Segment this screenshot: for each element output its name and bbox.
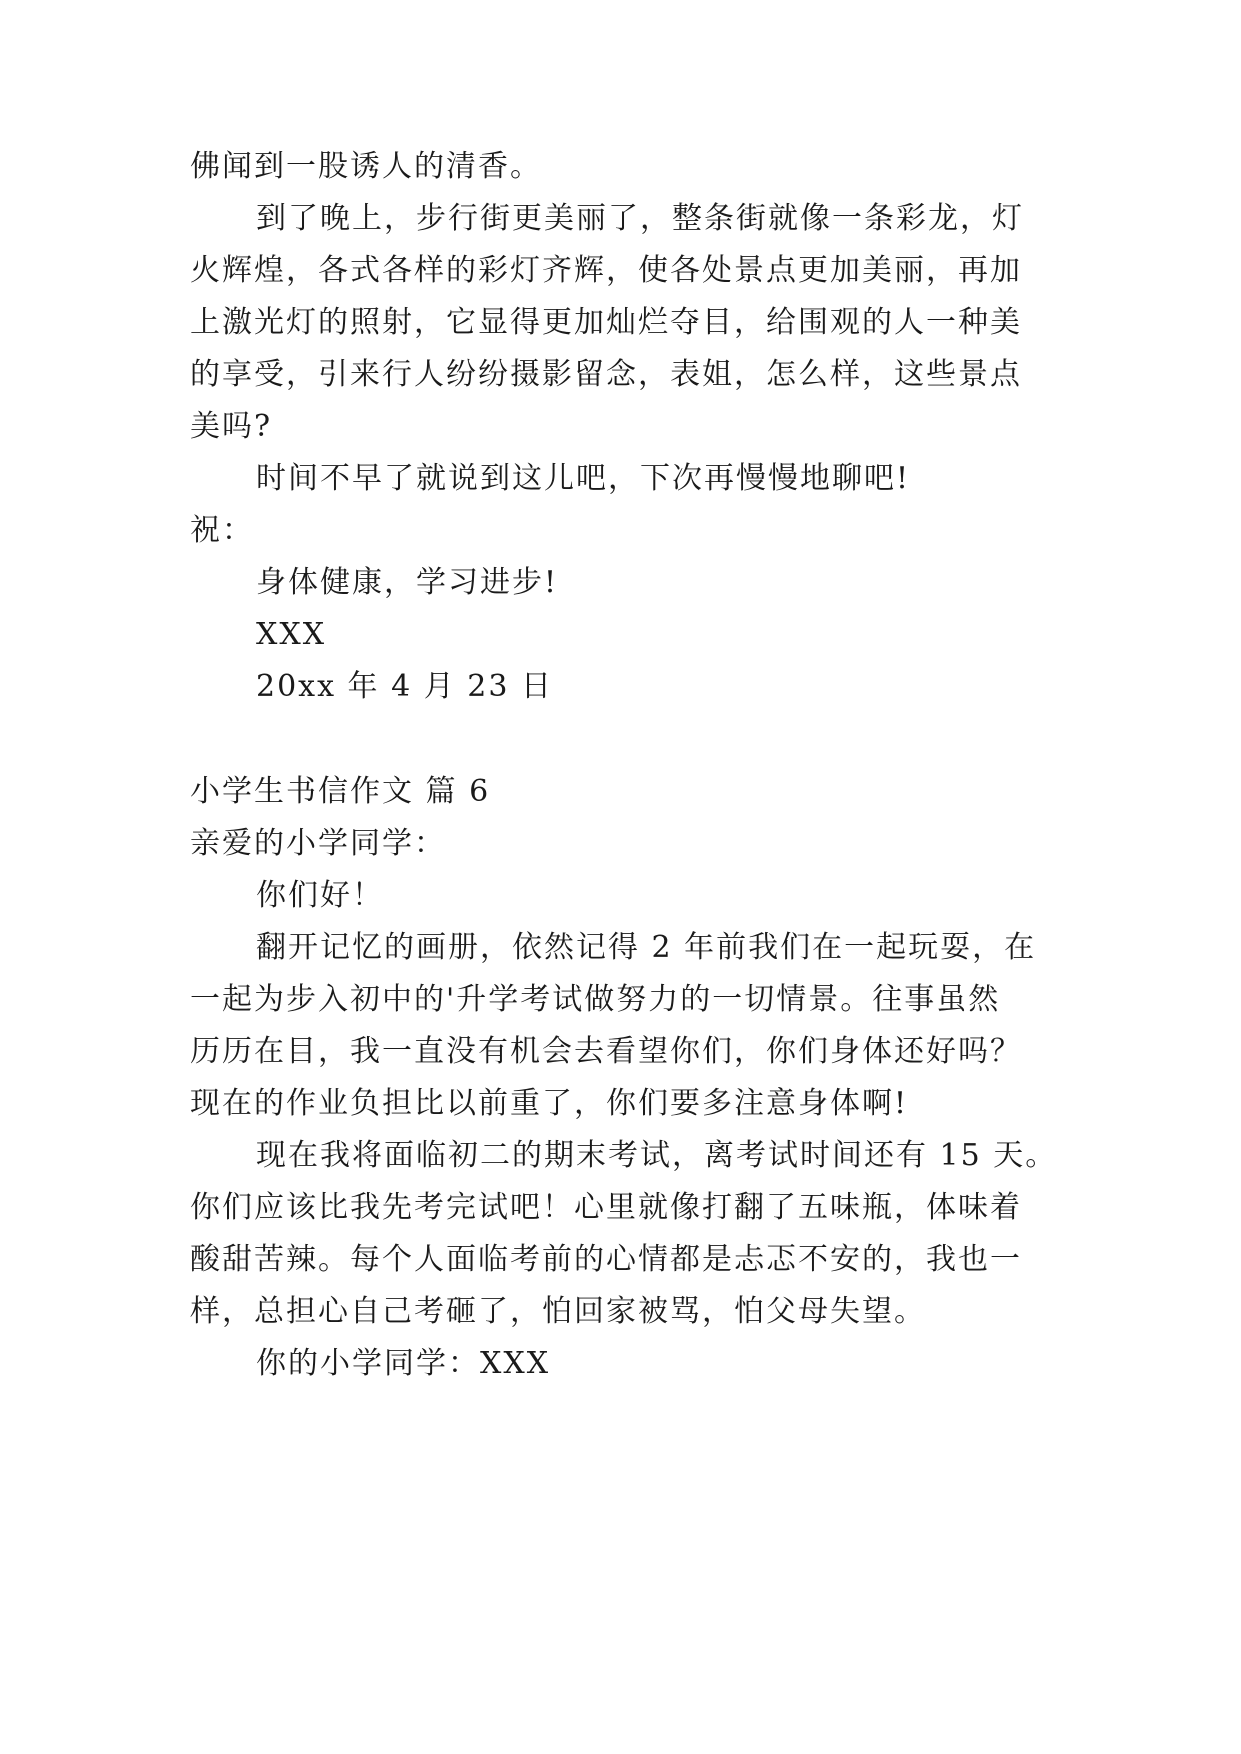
paragraph-line: 火辉煌，各式各样的彩灯齐辉，使各处景点更加美丽，再加 [190,253,1022,288]
signature-line: XXX [256,617,327,652]
paragraph-line: 佛闻到一股诱人的清香。 [190,149,542,184]
section-title: 小学生书信作文 篇 6 [190,774,491,809]
paragraph-line: 你们应该比我先考完试吧！心里就像打翻了五味瓶，体味着 [190,1190,1022,1225]
salutation-line: 祝： [190,513,254,548]
paragraph-line: 时间不早了就说到这儿吧，下次再慢慢地聊吧! [256,461,911,496]
paragraph-line: 美吗? [190,409,273,444]
paragraph-line: 酸甜苦辣。每个人面临考前的心情都是忐忑不安的，我也一 [190,1242,1022,1277]
paragraph-line: 的享受，引来行人纷纷摄影留念，表姐，怎么样，这些景点 [190,357,1022,392]
blessing-line: 身体健康，学习进步! [256,565,559,600]
paragraph-line: 现在我将面临初二的期末考试，离考试时间还有 15 天。 [256,1138,1058,1173]
paragraph-line: 你们好！ [256,878,384,913]
signature-line: 你的小学同学：XXX [256,1346,551,1381]
paragraph-line: 到了晚上，步行街更美丽了，整条街就像一条彩龙，灯 [256,201,1024,236]
paragraph-line: 上激光灯的照射，它显得更加灿烂夺目，给围观的人一种美 [190,305,1022,340]
paragraph-line: 一起为步入初中的'升学考试做努力的一切情景。往事虽然 [190,982,1001,1017]
paragraph-line: 样，总担心自己考砸了，怕回家被骂，怕父母失望。 [190,1294,926,1329]
paragraph-line: 现在的作业负担比以前重了，你们要多注意身体啊! [190,1086,909,1121]
date-line: 20xx 年 4 月 23 日 [256,669,553,704]
paragraph-line: 历历在目，我一直没有机会去看望你们，你们身体还好吗？ [190,1034,1022,1069]
greeting-line: 亲爱的小学同学： [190,826,446,861]
paragraph-line: 翻开记忆的画册，依然记得 2 年前我们在一起玩耍，在 [256,930,1037,965]
